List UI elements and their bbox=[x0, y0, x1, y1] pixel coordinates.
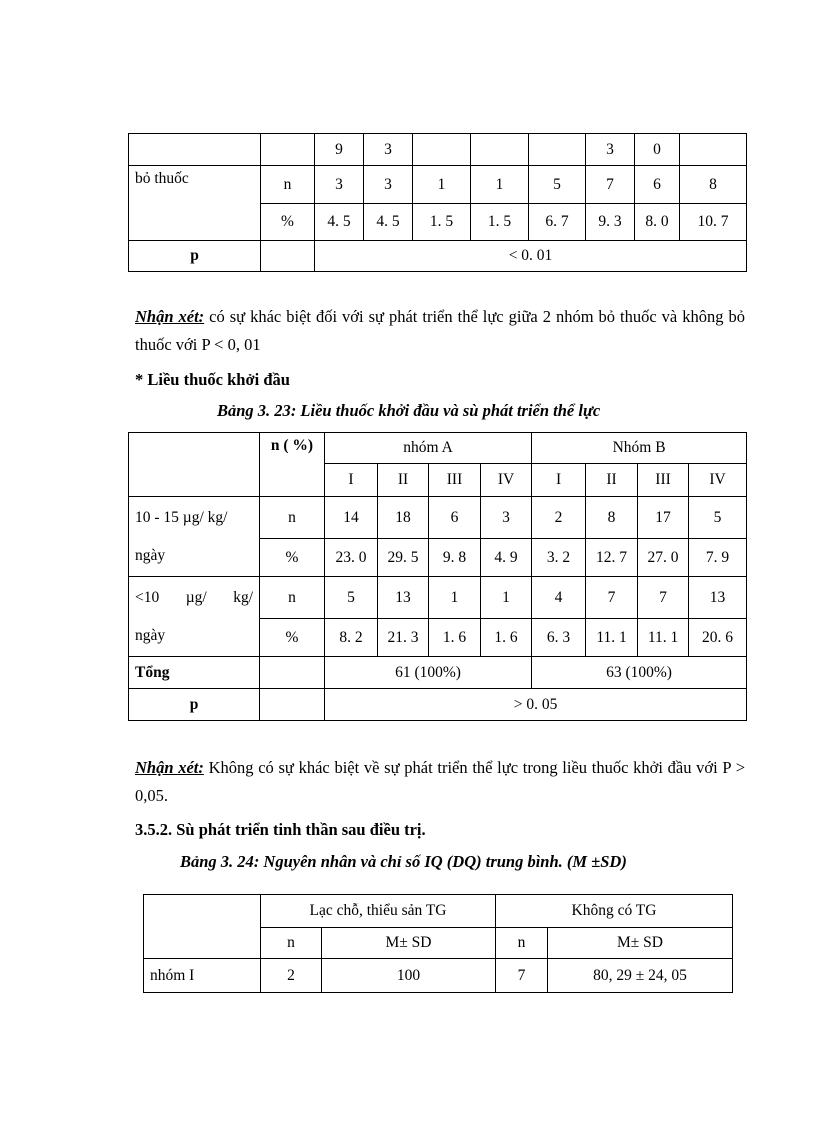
table-cell bbox=[261, 241, 315, 272]
n-label: n bbox=[260, 577, 325, 619]
table-cell: 27. 0 bbox=[638, 539, 689, 577]
table-cell: 1 bbox=[471, 166, 529, 204]
row-label-dose-1 bbox=[129, 497, 260, 577]
table-cell: 6 bbox=[635, 166, 680, 204]
note-paragraph-2 bbox=[135, 754, 745, 810]
note-label: Nhận xét: bbox=[135, 758, 204, 777]
row-label-line: ngày bbox=[135, 626, 166, 644]
table-row bbox=[129, 577, 747, 619]
table-cell: 6. 3 bbox=[532, 619, 586, 657]
p-value: > 0. 05 bbox=[325, 689, 747, 721]
table-cell: 1 bbox=[481, 577, 532, 619]
table-cell: 0 bbox=[635, 134, 680, 166]
row-label-line bbox=[135, 579, 253, 617]
n-header: n bbox=[261, 928, 322, 959]
table-row bbox=[144, 895, 733, 928]
table-cell: 11. 1 bbox=[638, 619, 689, 657]
note-text: Không có sự khác biệt về sự phát triển thể lực trong liều thuốc khởi đầu với P > 0,05. bbox=[135, 758, 746, 805]
table-cell: 1. 6 bbox=[429, 619, 481, 657]
table-cell: 1. 6 bbox=[481, 619, 532, 657]
section-heading-dose: * Liều thuốc khởi đầu bbox=[135, 370, 290, 389]
pct-label: % bbox=[260, 619, 325, 657]
n-label: n bbox=[260, 497, 325, 539]
note-text: có sự khác biệt đối với sự phát triển thể lực giữa 2 nhóm bỏ thuốc và không bỏ thuốc với P < 0, 01 bbox=[135, 307, 746, 354]
note-label: Nhận xét: bbox=[135, 307, 205, 326]
table-cell: 6 bbox=[429, 497, 481, 539]
level-header: III bbox=[638, 464, 689, 497]
table-cell: 18 bbox=[378, 497, 429, 539]
table-cell: 1 bbox=[429, 577, 481, 619]
table-cell: 8 bbox=[586, 497, 638, 539]
caption-prefix: Bảng 3. 23 bbox=[217, 401, 291, 420]
table-cell: 8. 2 bbox=[325, 619, 378, 657]
table-cell: 14 bbox=[325, 497, 378, 539]
table-cell: 4. 5 bbox=[364, 204, 413, 241]
table-cell: 8. 0 bbox=[635, 204, 680, 241]
table-cell: 29. 5 bbox=[378, 539, 429, 577]
table-cell: 3 bbox=[364, 166, 413, 204]
level-header: II bbox=[586, 464, 638, 497]
table-cell: 13 bbox=[689, 577, 747, 619]
table-cell: 4 bbox=[532, 577, 586, 619]
table-cell: 13 bbox=[378, 577, 429, 619]
table-cell: 3 bbox=[315, 166, 364, 204]
table-cell: 17 bbox=[638, 497, 689, 539]
table-row bbox=[129, 241, 747, 272]
table-row bbox=[129, 497, 747, 539]
table-3-23 bbox=[128, 432, 747, 721]
level-header: I bbox=[532, 464, 586, 497]
row-label: bỏ thuốc bbox=[129, 166, 261, 241]
table-cell: 9. 8 bbox=[429, 539, 481, 577]
table-cell: 2 bbox=[261, 959, 322, 993]
table-cell bbox=[261, 134, 315, 166]
n-header: n bbox=[496, 928, 548, 959]
row-label-line: 10 - 15 µg/ kg/ bbox=[135, 508, 228, 526]
level-header: II bbox=[378, 464, 429, 497]
p-label: p bbox=[129, 689, 260, 721]
table-row bbox=[129, 689, 747, 721]
table-cell: 7 bbox=[496, 959, 548, 993]
group-header-a: Lạc chỗ, thiểu sản TG bbox=[261, 895, 496, 928]
p-label: p bbox=[129, 241, 261, 272]
table-cell: 80, 29 ± 24, 05 bbox=[548, 959, 733, 993]
group-header-b: Nhóm B bbox=[532, 433, 747, 464]
level-header: IV bbox=[481, 464, 532, 497]
row-label-part: µg/ bbox=[185, 588, 207, 606]
table-row bbox=[129, 166, 747, 204]
table-cell: 4. 9 bbox=[481, 539, 532, 577]
row-label-part: kg/ bbox=[233, 588, 253, 606]
table-continuation bbox=[128, 133, 747, 272]
table-cell: 9. 3 bbox=[586, 204, 635, 241]
row-label: nhóm I bbox=[144, 959, 261, 993]
table-cell bbox=[260, 689, 325, 721]
caption-text: : Nguyên nhân và chỉ số IQ (DQ) trung bình. (M ±SD) bbox=[253, 852, 627, 871]
table-cell: 2 bbox=[532, 497, 586, 539]
table-caption-3-23 bbox=[217, 401, 600, 421]
table-cell bbox=[471, 134, 529, 166]
caption-prefix: Bảng 3. 24 bbox=[180, 852, 254, 871]
table-caption-3-24 bbox=[180, 852, 627, 872]
table-cell bbox=[260, 657, 325, 689]
pct-label: % bbox=[261, 204, 315, 241]
table-cell: 7 bbox=[586, 166, 635, 204]
table-cell: 9 bbox=[315, 134, 364, 166]
table-row bbox=[129, 657, 747, 689]
total-a: 61 (100%) bbox=[325, 657, 532, 689]
table-cell: 1. 5 bbox=[413, 204, 471, 241]
table-cell: 5 bbox=[325, 577, 378, 619]
row-label-dose-2 bbox=[129, 577, 260, 657]
row-label-line: ngày bbox=[135, 546, 166, 564]
n-label: n bbox=[261, 166, 315, 204]
group-header-a: nhóm A bbox=[325, 433, 532, 464]
table-cell bbox=[129, 433, 260, 497]
table-cell: 21. 3 bbox=[378, 619, 429, 657]
table-3-24 bbox=[143, 894, 733, 993]
pct-label: % bbox=[260, 539, 325, 577]
table-cell: 3. 2 bbox=[532, 539, 586, 577]
table-cell bbox=[129, 134, 261, 166]
total-b: 63 (100%) bbox=[532, 657, 747, 689]
msd-header: M± SD bbox=[548, 928, 733, 959]
table-cell: 11. 1 bbox=[586, 619, 638, 657]
table-cell: 23. 0 bbox=[325, 539, 378, 577]
table-cell: 100 bbox=[322, 959, 496, 993]
table-cell: 3 bbox=[481, 497, 532, 539]
table-cell: 7. 9 bbox=[689, 539, 747, 577]
total-label: Tổng bbox=[129, 657, 260, 689]
table-cell: 1 bbox=[413, 166, 471, 204]
table-cell: 3 bbox=[586, 134, 635, 166]
note-paragraph-1 bbox=[135, 303, 745, 359]
table-row bbox=[129, 433, 747, 464]
table-cell: 7 bbox=[586, 577, 638, 619]
level-header: I bbox=[325, 464, 378, 497]
row-label-part: <10 bbox=[135, 588, 160, 606]
group-header-b: Không có TG bbox=[496, 895, 733, 928]
table-cell: 1. 5 bbox=[471, 204, 529, 241]
table-row bbox=[129, 134, 747, 166]
level-header: IV bbox=[689, 464, 747, 497]
col-header-n: n ( %) bbox=[260, 433, 325, 497]
table-cell bbox=[413, 134, 471, 166]
table-cell: 7 bbox=[638, 577, 689, 619]
table-cell: 5 bbox=[529, 166, 586, 204]
table-cell: 12. 7 bbox=[586, 539, 638, 577]
table-cell bbox=[529, 134, 586, 166]
table-cell: 6. 7 bbox=[529, 204, 586, 241]
p-value: < 0. 01 bbox=[315, 241, 747, 272]
table-cell bbox=[144, 895, 261, 959]
table-cell: 20. 6 bbox=[689, 619, 747, 657]
table-cell bbox=[680, 134, 747, 166]
table-cell: 4. 5 bbox=[315, 204, 364, 241]
table-cell: 10. 7 bbox=[680, 204, 747, 241]
level-header: III bbox=[429, 464, 481, 497]
table-cell: 8 bbox=[680, 166, 747, 204]
table-cell: 3 bbox=[364, 134, 413, 166]
table-row bbox=[144, 959, 733, 993]
msd-header: M± SD bbox=[322, 928, 496, 959]
caption-text: : Liều thuốc khởi đầu và sù phát triển thể lực bbox=[290, 401, 601, 420]
section-heading-3-5-2: 3.5.2. Sù phát triển tinh thần sau điều trị. bbox=[135, 820, 426, 839]
table-cell: 5 bbox=[689, 497, 747, 539]
